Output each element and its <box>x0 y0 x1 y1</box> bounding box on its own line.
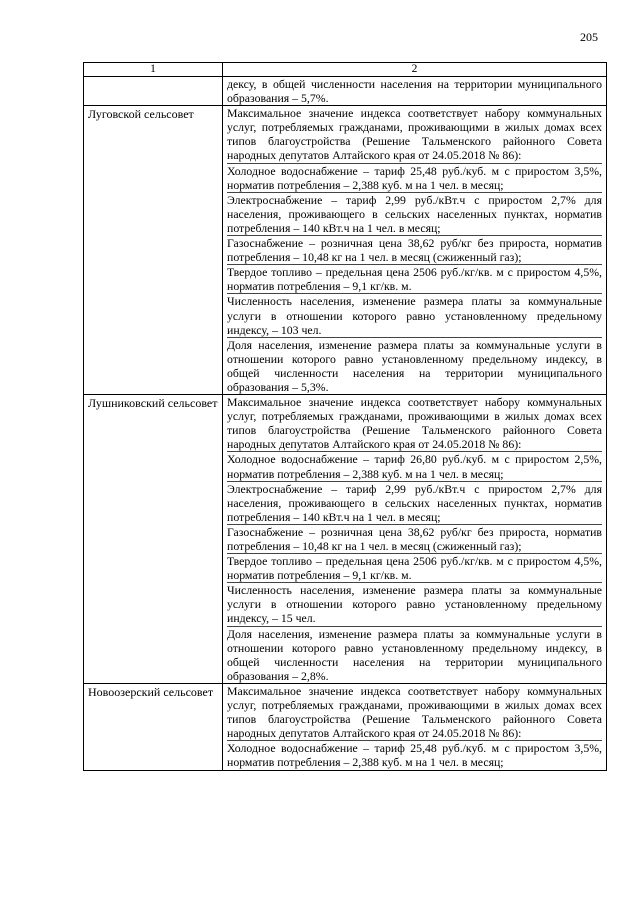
table-row <box>84 683 607 770</box>
municipality-name <box>84 77 223 106</box>
paragraph: Доля населения, изменение размера платы за коммунальные услуги в отношении которого равно установленному предельному индексу, в общей численности населения на территории муниципального образования – 5,3%. <box>227 337 602 394</box>
paragraph: Газоснабжение – розничная цена 38,62 руб/кг без прироста, норматив потребления – 10,48 кг на 1 чел. в месяц (сжиженный газ); <box>227 524 602 553</box>
paragraph: Максимальное значение индекса соответствует набору коммунальных услуг, потребляемых гражданами, проживающими в жилых домах всех типов благоустройства (Решение Тальменского районного Совета народных депутатов Алтайского края от 24.05.2018 № 86): <box>227 683 602 741</box>
table-row <box>84 395 607 684</box>
page-number: 205 <box>580 30 598 44</box>
tariff-table <box>83 62 607 771</box>
paragraph: Численность населения, изменение размера платы за коммунальные услуги в отношении которого равно установленному предельному индексу, – 103 чел. <box>227 294 602 337</box>
paragraph: Численность населения, изменение размера платы за коммунальные услуги в отношении которого равно установленному предельному индексу, – 15 чел. <box>227 583 602 626</box>
municipality-name: Луговской сельсовет <box>84 106 223 395</box>
municipality-name: Лушниковский сельсовет <box>84 395 223 684</box>
paragraph: Электроснабжение – тариф 2,99 руб./кВт.ч с приростом 2,7% для населения, проживающего в сельских населенных пунктах, норматив потребления – 140 кВт.ч на 1 чел. в месяц; <box>227 481 602 524</box>
paragraph: Максимальное значение индекса соответствует набору коммунальных услуг, потребляемых гражданами, проживающими в жилых домах всех типов благоустройства (Решение Тальменского районного Совета народных депутатов Алтайского края от 24.05.2018 № 86): <box>227 106 602 163</box>
row-content <box>223 77 607 106</box>
paragraph: Холодное водоснабжение – тариф 25,48 руб./куб. м с приростом 3,5%, норматив потребления – 2,388 куб. м на 1 чел. в месяц; <box>227 163 602 192</box>
paragraph: Холодное водоснабжение – тариф 26,80 руб./куб. м с приростом 2,5%, норматив потребления – 2,388 куб. м на 1 чел. в месяц; <box>227 452 602 481</box>
row-content <box>223 683 607 770</box>
paragraph: Электроснабжение – тариф 2,99 руб./кВт.ч с приростом 2,7% для населения, проживающего в сельских населенных пунктах, норматив потребления – 140 кВт.ч на 1 чел. в месяц; <box>227 192 602 235</box>
paragraph: Газоснабжение – розничная цена 38,62 руб/кг без прироста, норматив потребления – 10,48 кг на 1 чел. в месяц (сжиженный газ); <box>227 236 602 265</box>
paragraph: Твердое топливо – предельная цена 2506 руб./кг/кв. м с приростом 4,5%, норматив потребления – 9,1 кг/кв. м. <box>227 265 602 294</box>
table-header-row <box>84 63 607 77</box>
paragraph: Доля населения, изменение размера платы за коммунальные услуги в отношении которого равно установленному предельному индексу, в общей численности населения на территории муниципального образования – 2,8%. <box>227 626 602 683</box>
paragraph: Максимальное значение индекса соответствует набору коммунальных услуг, потребляемых гражданами, проживающими в жилых домах всех типов благоустройства (Решение Тальменского районного Совета народных депутатов Алтайского края от 24.05.2018 № 86): <box>227 395 602 452</box>
paragraph: Холодное водоснабжение – тариф 25,48 руб./куб. м с приростом 3,5%, норматив потребления – 2,388 куб. м на 1 чел. в месяц; <box>227 741 602 770</box>
paragraph: дексу, в общей численности населения на территории муниципального образования – 5,7%. <box>227 77 602 106</box>
municipality-name: Новоозерский сельсовет <box>84 683 223 770</box>
paragraph: Твердое топливо – предельная цена 2506 руб./кг/кв. м с приростом 4,5%, норматив потребления – 9,1 кг/кв. м. <box>227 554 602 583</box>
table-row <box>84 106 607 395</box>
table-row <box>84 77 607 106</box>
column-header-2: 2 <box>223 63 607 77</box>
column-header-1: 1 <box>84 63 223 77</box>
row-content <box>223 106 607 395</box>
row-content <box>223 395 607 684</box>
